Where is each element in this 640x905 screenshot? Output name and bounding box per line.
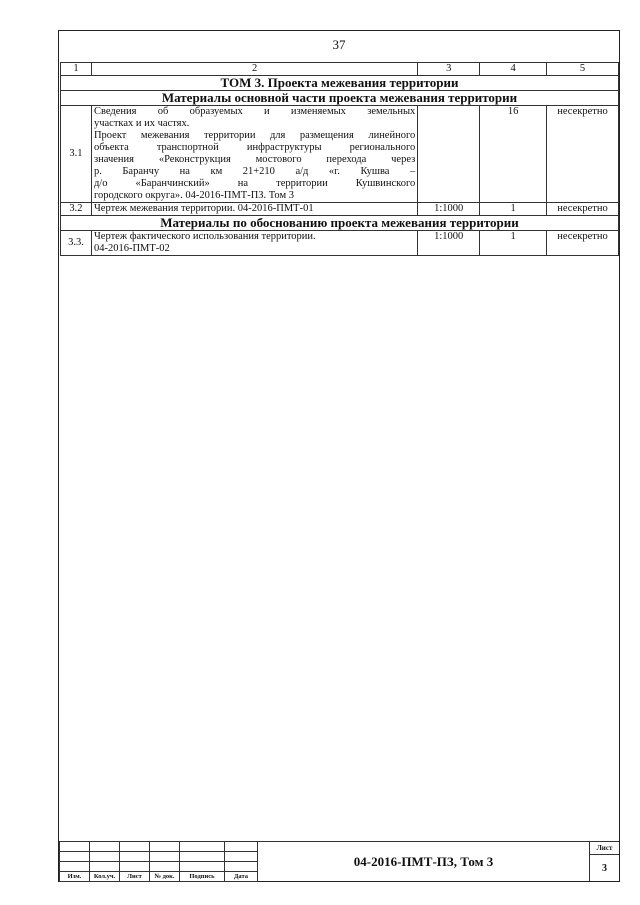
label-count: Кол.уч. bbox=[90, 872, 120, 882]
col-header-2: 2 bbox=[91, 63, 417, 76]
row-sheets: 1 bbox=[480, 231, 547, 256]
sheet-label: Лист bbox=[590, 842, 619, 855]
column-number-row bbox=[61, 63, 619, 76]
section2-title: Материалы по обоснованию проекта межевания территории bbox=[61, 216, 619, 231]
row-scale: 1:1000 bbox=[418, 203, 480, 216]
row-description: Чертеж межевания территории. 04-2016-ПМТ-01 bbox=[91, 203, 417, 216]
section1-title: Материалы основной части проекта межевания территории bbox=[61, 91, 619, 106]
row-number: 3.3. bbox=[61, 231, 92, 256]
section2-title-row bbox=[61, 216, 619, 231]
page-number: 37 bbox=[332, 37, 346, 52]
label-sheet: Лист bbox=[120, 872, 150, 882]
row-sheets: 1 bbox=[480, 203, 547, 216]
documents-table bbox=[60, 62, 619, 256]
row-scale bbox=[418, 106, 480, 203]
volume-title: ТОМ 3. Проекта межевания территории bbox=[61, 76, 619, 91]
row-description: Чертеж фактического использования территории. 04-2016-ПМТ-02 bbox=[91, 231, 417, 256]
row-number: 3.1 bbox=[61, 106, 92, 203]
document-code: 04-2016-ПМТ-ПЗ, Том 3 bbox=[257, 841, 589, 881]
label-change: Изм. bbox=[60, 872, 90, 882]
col-header-1: 1 bbox=[61, 63, 92, 76]
table-row bbox=[61, 203, 619, 216]
revision-grid bbox=[59, 841, 258, 882]
row-sheets: 16 bbox=[480, 106, 547, 203]
label-date: Дата bbox=[225, 872, 258, 882]
sheet-box bbox=[589, 841, 619, 881]
row-classification: несекретно bbox=[547, 231, 619, 256]
row-scale: 1:1000 bbox=[418, 231, 480, 256]
label-signature: Подпись bbox=[180, 872, 225, 882]
table-row bbox=[61, 231, 619, 256]
row-description: Сведения об образуемых и изменяемых земельных участках и их частях. Проект межевания территории для размещения линейного объекта транспортной инфраструктуры регионального значения «Реконструкция мостового перехода через р. Баранчу на км 21+210 а/д «г. Кушва – д/о «Баранчинский» на территории Кушвинского городского округа». 04-2016-ПМТ-ПЗ. Том 3 bbox=[91, 106, 417, 203]
label-doc-number: № док. bbox=[150, 872, 180, 882]
page-frame bbox=[58, 30, 620, 882]
col-header-4: 4 bbox=[480, 63, 547, 76]
revision-labels bbox=[60, 872, 258, 882]
col-header-3: 3 bbox=[418, 63, 480, 76]
col-header-5: 5 bbox=[547, 63, 619, 76]
row-classification: несекретно bbox=[547, 203, 619, 216]
row-classification: несекретно bbox=[547, 106, 619, 203]
row-number: 3.2 bbox=[61, 203, 92, 216]
section1-title-row bbox=[61, 91, 619, 106]
table-row bbox=[61, 106, 619, 203]
volume-title-row bbox=[61, 76, 619, 91]
title-block bbox=[59, 841, 619, 881]
sheet-number: 3 bbox=[602, 862, 607, 874]
